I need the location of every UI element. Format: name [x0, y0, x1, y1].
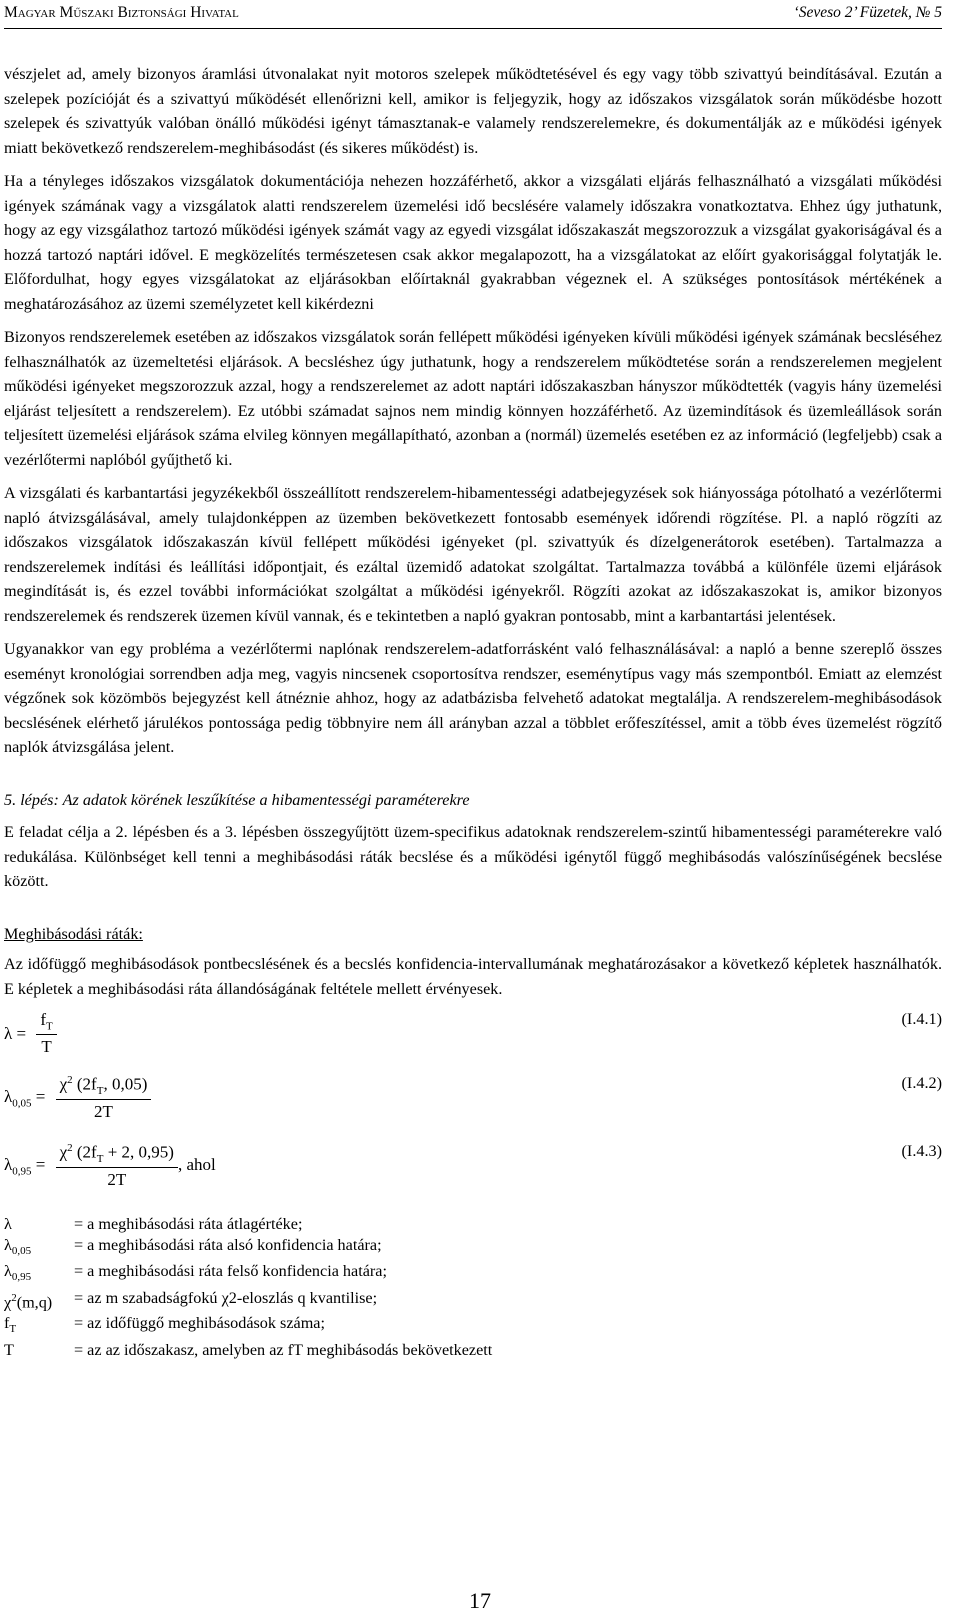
rates-heading: Meghibásodási ráták: — [4, 924, 143, 943]
rates-paragraph: Az időfüggő meghibásodások pontbecslésének és a becslés konfidencia-intervallumának meghatározásakor a következő képletek használhatók. E képletek a meghibásodási ráta állandóságának feltétele mellett érvényesek. — [4, 955, 942, 998]
definition-symbol: $\lambda_{0,95}$ — [4, 1262, 32, 1284]
paragraph: vészjelet ad, amely bizonyos áramlási útvonalakat nyit motoros szelepek működtetésével és egy vagy több szivattyú beindításával. Ezután a szelepek pozícióját és a szivattyú működését ellenőrizni kell, amikor is feljegyzik, hogy az időszakos vizsgálatok során működésbe hozott szelepek és szivattyúk valóban önálló működési igényt támasztanak-e valamely rendszerelemekre, és dokumentálják az e működési igények miatt bekövetkező rendszerelem-meghibásodást (és sikeres működést) is. — [4, 65, 942, 157]
step-paragraph: E feladat célja a 2. lépésben és a 3. lépésben összegyűjtött üzem-specifikus adatoknak rendszerelem-szintű hibamentességi paraméterekre való redukálása. Különbséget kell tenni a meghibásodási ráták becslése és a működési igénytől függő meghibásodás valószínűségének becslése között. — [4, 823, 942, 890]
paragraph: Bizonyos rendszerelemek esetében az időszakos vizsgálatok során fellépett működési igényeken kívüli működési igények számának becsléséhez felhasználhatók az üzemeltetési eljárások. A becsléshez úgy juthatunk, hogy a rendszerelem működtetése során a rendszerelemen megjelent működési igényeket megszorozzuk azzal, hogy a rendszerelemet az adott naptári időszakaszban hányszor működtették (vagyis hány üzemelési eljárást teljesített a rendszerelem). Ez utóbbi számadat sajnos nem mindig könnyen hozzáférhető. Az üzemindítások és üzemleállások során teljesített üzemelési eljárások száma elvileg könnyen megállapítható, azonban a (normál) üzemelés esetében ez az információ (legfeljebb) csak a vezérlőtermi naplóból gyűjthető ki. — [4, 328, 942, 469]
formula-i-4-1 — [4, 1010, 942, 1062]
formula-i-4-2 — [4, 1074, 942, 1130]
page-body — [4, 62, 942, 1361]
definition-text: = az m szabadságfokú χ2-eloszlás q kvantilise; — [74, 1289, 378, 1308]
definition-text: = az az időszakasz, amelyben az fT meghibásodás bekövetkezett — [74, 1341, 493, 1360]
formula-i-4-3 — [4, 1142, 942, 1198]
equation-number: (I.4.3) — [901, 1142, 942, 1160]
definition-text: = a meghibásodási ráta felső konfidencia határa; — [74, 1262, 387, 1281]
step-heading: 5. lépés: Az adatok körének leszűkítése a hibamentességi paraméterekre — [4, 790, 470, 809]
definition-symbol: λ — [4, 1215, 12, 1233]
definition-text: = a meghibásodási ráta alsó konfidencia határa; — [74, 1235, 382, 1254]
paragraph: Ugyanakkor van egy probléma a vezérlőtermi naplónak rendszerelem-adatforrásként való felhasználásával: a napló a benne szereplő összes eseményt kronológiai sorrendben adja meg, vagyis nincsenek csoportosítva rendszer, eseménytípus vagy más szempontból. Emiatt az elemzést végzőnek sok közömbös bejegyzést kell átnéznie ahhoz, hogy az adatbázisba felvehető adatokat megtalálja. A rendszerelem-meghibásodások becslésének elérhető járulékos pontossága pedig többnyire nem áll arányban azzal a többlet erőfeszítéssel, amit a több éves üzemelést rögzítő naplók átvizsgálása jelent. — [4, 640, 942, 756]
fraction: $\frac{f_T}{T}$ — [36, 1010, 56, 1057]
equation-number: (I.4.1) — [901, 1010, 942, 1028]
paragraph: Ha a tényleges időszakos vizsgálatok dokumentációja nehezen hozzáférhető, akkor a vizsgálati eljárás felhasználható a vizsgálati működési igények számának vagy a vizsgálatok alatti rendszerelem üzemelési idő becslésére valamely időszakra vonatkoztatva. Ehhez úgy juthatunk, hogy az egy vizsgálathoz tartozó működési igények számát vagy az egyedi vizsgálat időszakaszát megszorozzuk a vizsgálat gyakoriságával és a hozzá tartozó naptári idővel. E megközelítés természetesen csak akkor megalapozott, ha a vizsgálatokat az előírt gyakorisággal folytatják le. Előfordulhat, hogy egyes vizsgálatokat az eljárásokban előírtaknál gyakrabban végeznek el. A szükséges pontosítások mértékének a meghatározásához az üzemi személyzetet kell kikérdezni — [4, 172, 942, 313]
definition-row — [4, 1340, 942, 1361]
page-number: 17 — [469, 1588, 491, 1613]
paragraph: A vizsgálati és karbantartási jegyzékekből összeállított rendszerelem-hibamentességi adatbejegyzések sok hiányossága pótolható a vezérlőtermi napló átvizsgálásával, amely tulajdonképpen az üzemben bekövetkezett fontosabb események időrendi rögzítése. Pl. a napló rögzíti az időszakos vizsgálatok időszakaszán kívül fellépett működési igényeket (pl. szivattyúk és dízelgenerátorok esetében). Tartalmazza a rendszerelemek indítási és leállítási időpontjait, és ezáltal üzemidő adatokat szolgáltat. Tartalmazza továbbá a különféle üzemi eljárások megindítását is, és ezzel további információkat szolgáltat a működési igényekről. Rögzíti azokat az időszakaszokat is, amikor bizonyos rendszerelemek és rendszerek üzemen kívül vannak, és e tekintetben a napló gyakran pontosabb, mint a karbantartási jelentések. — [4, 484, 942, 625]
definition-symbol: $f_T$ — [4, 1314, 17, 1336]
equation-number: (I.4.2) — [901, 1074, 942, 1092]
formula-lhs: $\lambda_{0,95}$ = — [4, 1154, 46, 1178]
fraction: $\frac{\chi^2 (2f_T, 0,05)}{2T}$ — [56, 1074, 152, 1122]
definition-symbol: $\lambda_{0,05}$ — [4, 1235, 32, 1257]
header-publisher: Magyar Műszaki Biztonsági Hivatal — [4, 4, 239, 21]
formula-lhs: λ = — [4, 1023, 27, 1043]
definition-row — [4, 1214, 942, 1235]
fraction: $\frac{\chi^2 (2f_T + 2, 0,95)}{2T}$ — [56, 1142, 178, 1190]
definition-row — [4, 1313, 942, 1340]
definition-symbol: T — [4, 1341, 14, 1360]
definition-row — [4, 1261, 942, 1288]
definition-row — [4, 1288, 942, 1313]
definition-text: = az időfüggő meghibásodások száma; — [74, 1314, 325, 1333]
formula-suffix: , ahol — [177, 1154, 216, 1174]
definition-text: = a meghibásodási ráta átlagértéke; — [74, 1215, 303, 1233]
definition-symbol: $\chi^2(m,q)$ — [4, 1292, 53, 1312]
running-header — [4, 4, 942, 29]
definition-row — [4, 1235, 942, 1262]
definition-list — [4, 1214, 942, 1361]
formula-lhs: $\lambda_{0,05}$ = — [4, 1086, 46, 1110]
header-series: ‘Seveso 2’ Füzetek, № 5 — [793, 4, 942, 21]
